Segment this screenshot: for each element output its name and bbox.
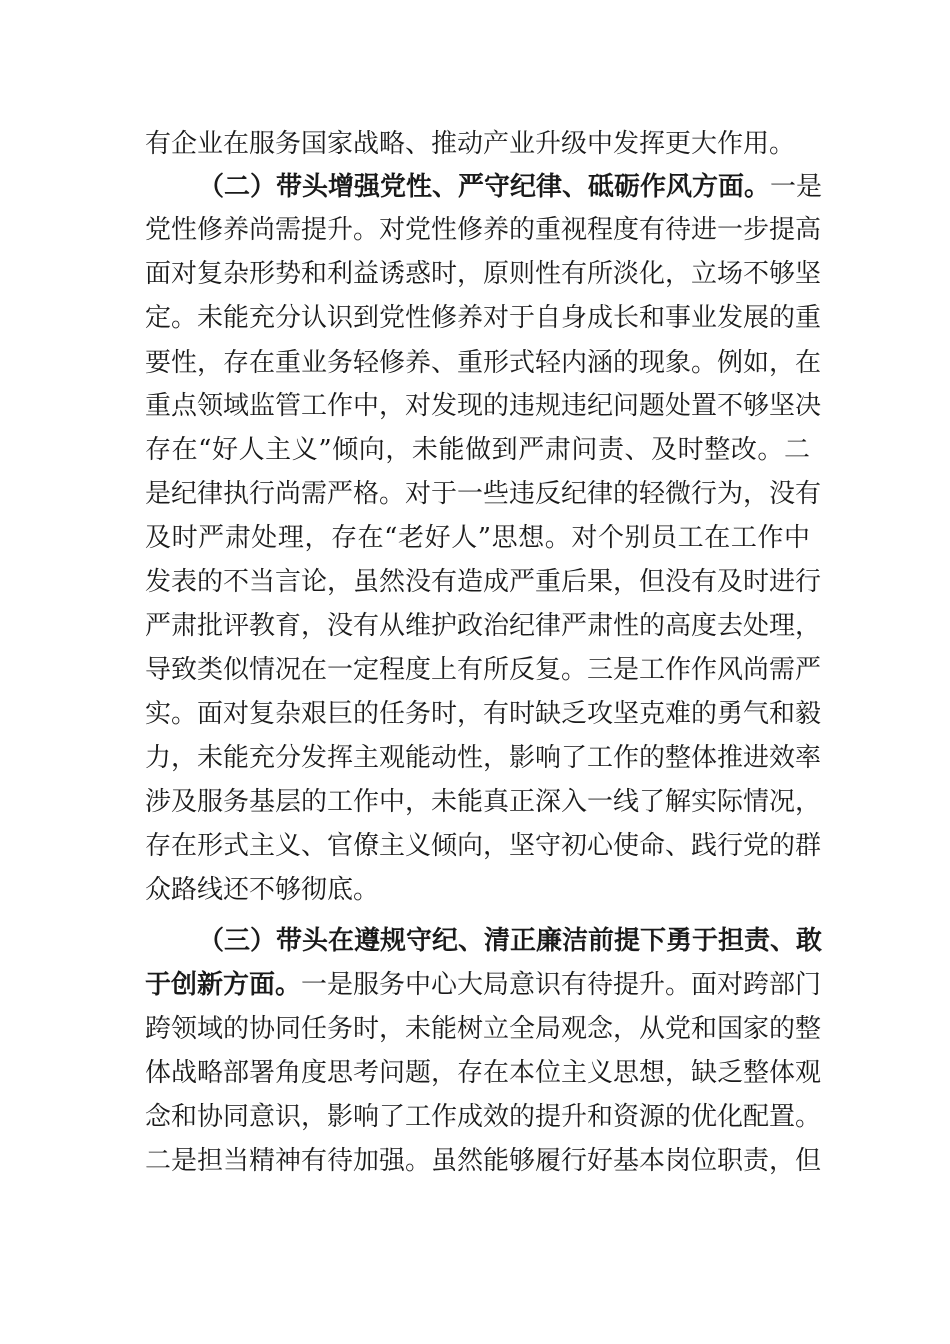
section-heading: 于创新方面。	[145, 970, 302, 1000]
text-segment: 党性修养尚需提升。对党性修养的重视程度有待进一步提高	[145, 215, 822, 245]
text-line	[145, 695, 822, 733]
text-segment: 实。面对复杂艰巨的任务时，有时缺乏攻坚克难的勇气和毅	[145, 699, 822, 729]
text-line	[145, 475, 822, 513]
text-line	[145, 387, 822, 425]
text-line	[145, 431, 810, 469]
text-line	[145, 1054, 822, 1092]
section-heading-line	[145, 966, 822, 1004]
text-segment: 一是	[770, 172, 823, 202]
text-segment: 导致类似情况在一定程度上有所反复。三是工作作风尚需严	[145, 655, 822, 685]
text-line	[145, 344, 822, 382]
text-line	[145, 739, 822, 777]
text-segment: 定。未能充分认识到党性修养对于自身成长和事业发展的重	[145, 303, 822, 333]
text-segment: 一是服务中心大局意识有待提升。面对跨部门	[301, 970, 822, 1000]
text-segment: 面对复杂形势和利益诱惑时，原则性有所淡化，立场不够坚	[145, 259, 822, 289]
text-segment: 要性，存在重业务轻修养、重形式轻内涵的现象。例如，在	[145, 348, 822, 378]
text-segment: 严肃批评教育，没有从维护政治纪律严肃性的高度去处理，	[145, 611, 822, 641]
text-segment: 体战略部署角度思考问题，存在本位主义思想，缺乏整体观	[145, 1058, 822, 1088]
text-segment: 念和协同意识，影响了工作成效的提升和资源的优化配置。	[145, 1102, 822, 1132]
text-line	[145, 827, 822, 865]
text-segment: 存在“好人主义”倾向，未能做到严肃问责、及时整改。二	[145, 435, 810, 465]
section-heading: （二）带头增强党性、严守纪律、砥砺作风方面。	[198, 172, 771, 202]
text-segment: 跨领域的协同任务时，未能树立全局观念，从党和国家的整	[145, 1014, 822, 1044]
text-segment: 是纪律执行尚需严格。对于一些违反纪律的轻微行为，没有	[145, 479, 822, 509]
text-line	[145, 299, 822, 337]
section-heading-line	[198, 922, 823, 960]
text-line	[145, 563, 822, 601]
text-line	[145, 871, 810, 909]
text-line	[145, 1010, 822, 1048]
text-segment: 发表的不当言论，虽然没有造成严重后果，但没有及时进行	[145, 567, 822, 597]
text-segment: 及时严肃处理，存在“老好人”思想。对个别员工在工作中	[145, 523, 810, 553]
text-line	[145, 255, 822, 293]
text-segment: 存在形式主义、官僚主义倾向，坚守初心使命、践行党的群	[145, 831, 822, 861]
text-segment: 重点领域监管工作中，对发现的违规违纪问题处置不够坚决	[145, 391, 822, 421]
text-segment: 众路线还不够彻底。	[145, 875, 380, 905]
text-line	[145, 1098, 822, 1136]
text-line	[145, 607, 822, 645]
section-heading: （三）带头在遵规守纪、清正廉洁前提下勇于担责、敢	[198, 926, 823, 956]
text-line	[145, 783, 822, 821]
text-line	[145, 1142, 822, 1180]
text-segment: 有企业在服务国家战略、推动产业升级中发挥更大作用。	[145, 129, 796, 159]
section-heading-line	[198, 168, 823, 206]
text-segment: 力，未能充分发挥主观能动性，影响了工作的整体推进效率	[145, 743, 822, 773]
text-line	[145, 211, 822, 249]
text-line	[145, 519, 810, 557]
text-line	[145, 651, 822, 689]
text-segment: 涉及服务基层的工作中，未能真正深入一线了解实际情况，	[145, 787, 822, 817]
text-segment: 二是担当精神有待加强。虽然能够履行好基本岗位职责，但	[145, 1146, 822, 1176]
text-line	[145, 125, 810, 163]
